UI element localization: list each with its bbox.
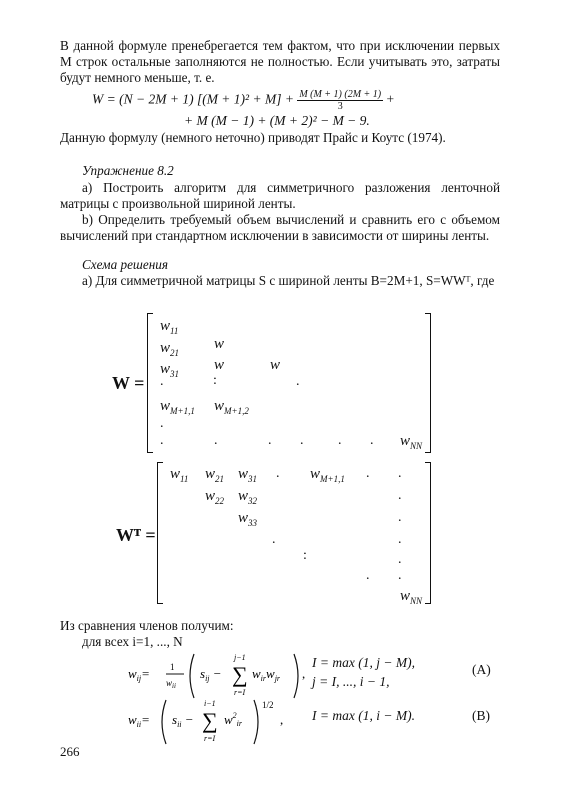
formula-b — [128, 694, 318, 746]
exercise-title: Упражнение 8.2 — [82, 163, 174, 178]
wt-entry-nn: $w_{NN}$ — [400, 588, 423, 606]
fraction-numerator: M (M + 1) (2M + 1) — [299, 89, 382, 100]
wt-entry-31: $w_{31}$ — [238, 466, 258, 484]
formula-w-line2: + M (M − 1) + (M + 2)² − M − 9. — [184, 113, 370, 128]
svg-text:j−1: j−1 — [234, 653, 246, 662]
svg-text:1/2: 1/2 — [262, 700, 274, 710]
svg-text:∑: ∑ — [202, 708, 218, 733]
svg-text:wirwjr: $w_{ir}w_{jr}$ — [252, 666, 281, 683]
svg-text:,: , — [302, 666, 306, 681]
w-dot: . — [160, 416, 164, 431]
matrix-w-right-bracket — [425, 313, 431, 453]
w-entry-m1-1: $w_{M+1,1}$ — [160, 398, 195, 416]
w-dot: . — [296, 374, 300, 389]
w-dot: . — [338, 433, 342, 448]
paragraph-price-coats: Данную формулу (немного неточно) приводят Прайс и Коутс (1974). — [60, 130, 446, 145]
w-entry-nn: $w_{NN}$ — [400, 433, 423, 451]
wt-dot: . — [366, 466, 370, 481]
paragraph-intro: В данной формуле пренебрегается тем фактом, что при исключении первых M строк остальные заполняются не полностью. Если учитывать это, затраты будут немного меньше, т. е. — [60, 38, 500, 85]
svg-text:,: , — [280, 712, 284, 727]
page-number: 266 — [60, 744, 80, 759]
matrix-w-label: W = — [112, 373, 145, 393]
wt-entry-32: $w_{32}$ — [238, 488, 258, 506]
matrix-wt-label: Wᵀ = — [116, 525, 156, 545]
w-dot: . — [214, 433, 218, 448]
paragraph-for-all-i: для всех i=1, ..., N — [82, 634, 183, 649]
wt-dot: . — [398, 488, 402, 503]
w-dot: . — [300, 433, 304, 448]
w-entry-11: $w_{11}$ — [160, 318, 179, 336]
wt-dot: . — [272, 532, 276, 547]
w-entry-33: w — [270, 357, 281, 373]
w-vdots: : — [213, 373, 217, 388]
formula-w-plus: + — [386, 91, 395, 107]
wt-dot: . — [366, 568, 370, 583]
wt-dot: . — [398, 510, 402, 525]
svg-text:sij −: $s_{ij}$ − — [200, 666, 222, 683]
svg-text:r=I: r=I — [234, 688, 246, 697]
svg-text:wii=: $w_{ii}=$ — [128, 712, 150, 729]
matrix-wt-left-bracket — [157, 462, 163, 604]
wt-dot: . — [398, 568, 402, 583]
w-entry-21: $w_{21}$ — [160, 340, 180, 358]
wt-entry-m1-1: $w_{M+1,1}$ — [310, 466, 345, 484]
paragraph-comparison: Из сравнения членов получим: — [60, 618, 234, 633]
svg-text:w2ir: $w^2_{ir}$ — [224, 711, 243, 728]
wt-entry-22: $w_{22}$ — [205, 488, 225, 506]
svg-text:r=I: r=I — [204, 734, 216, 743]
formula-b-label: (B) — [472, 708, 490, 723]
wt-dot: . — [398, 552, 402, 567]
exercise-part-b: b) Определить требуемый объем вычислений и сравнить его с объемом вычислений при стандартном исключении в зависимости от ширины ленты. — [60, 212, 500, 243]
wt-entry-33: $w_{33}$ — [238, 510, 258, 528]
svg-text:i−1: i−1 — [204, 699, 216, 708]
w-entry-22: w — [214, 336, 225, 352]
w-entry-m1-2: $w_{M+1,2}$ — [214, 398, 249, 416]
formula-w-fraction — [297, 89, 383, 112]
formula-b-condition: I = max (1, i − M). — [312, 708, 415, 723]
svg-text:∑: ∑ — [232, 662, 248, 687]
scheme-part-a: а) Для симметричной матрицы S с шириной ленты B=2M+1, S=WWᵀ, где — [82, 273, 495, 288]
formula-a-condition-2: j = I, ..., i − 1, — [312, 674, 390, 689]
svg-text:1: 1 — [170, 662, 175, 672]
fraction-denominator: 3 — [337, 101, 343, 112]
formula-a-label: (A) — [472, 662, 491, 677]
svg-text:sii −: $s_{ii}$ − — [172, 712, 194, 729]
wt-entry-11: $w_{11}$ — [170, 466, 189, 484]
wt-dot: . — [398, 466, 402, 481]
formula-w-left: W = (N − 2M + 1) [(M + 1)² + M] + — [92, 91, 294, 107]
matrix-wt-right-bracket — [425, 462, 431, 604]
w-entry-32: w — [214, 357, 225, 373]
w-entry-31: $w_{31}$ — [160, 361, 180, 379]
formula-a-condition-1: I = max (1, j − M), — [312, 655, 415, 670]
matrix-w-left-bracket — [147, 313, 153, 453]
svg-text:wii: $w_{ii}$ — [166, 678, 176, 690]
w-dot: . — [268, 433, 272, 448]
w-dot: . — [370, 433, 374, 448]
scheme-title: Схема решения — [82, 257, 169, 272]
formula-w-line1 — [92, 89, 394, 112]
wt-dot: . — [276, 466, 280, 481]
w-dot: . — [160, 433, 164, 448]
svg-text:wij=: $w_{ij}=$ — [128, 666, 150, 683]
wt-entry-21: $w_{21}$ — [205, 466, 225, 484]
exercise-part-a: а) Построить алгоритм для симметричного разложения ленточной матрицы с произвольной шириной ленты. — [60, 180, 500, 211]
wt-vdots: : — [303, 548, 307, 563]
wt-dot: . — [398, 532, 402, 547]
w-dot: . — [160, 374, 164, 389]
